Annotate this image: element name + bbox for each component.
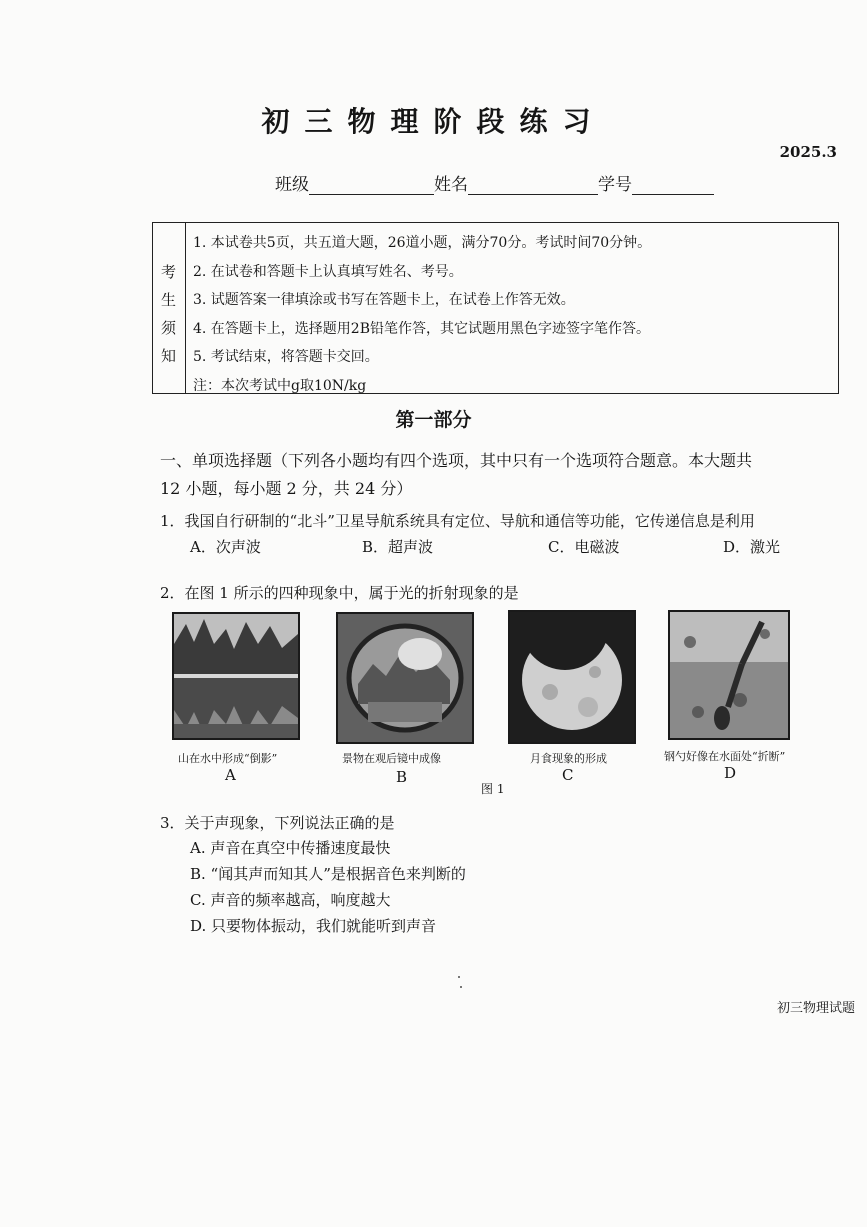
page-footer: 初三物理试题 xyxy=(776,1001,855,1016)
question-3-option-d: D. 只要物体振动，我们就能听到声音 xyxy=(190,917,437,935)
notice-side-char: 生 xyxy=(161,291,177,309)
notice-side-char: 知 xyxy=(161,347,177,365)
part-intro-line1: 一、单项选择题（下列各小题均有四个选项，其中只有一个选项符合题意。本大题共 xyxy=(160,451,753,470)
question-3-stem: 3．关于声现象，下列说法正确的是 xyxy=(160,814,395,832)
name-blank[interactable] xyxy=(468,176,598,195)
question-1-option-d: D．激光 xyxy=(723,538,781,556)
figure-d-caption: 钢勺好像在水面处“折断” xyxy=(664,750,786,763)
class-label: 班级 xyxy=(275,175,309,195)
figure-d-letter: D xyxy=(724,764,737,782)
section-title: 第一部分 xyxy=(395,409,472,431)
notice-note: 注：本次考试中g取10N/kg xyxy=(193,377,367,394)
notice-side-char: 须 xyxy=(161,319,177,337)
notice-item: 2. 在试卷和答题卡上认真填写姓名、考号。 xyxy=(193,263,463,280)
part-intro-line2: 12 小题，每小题 2 分，共 24 分） xyxy=(160,479,413,498)
exam-date: 2025.3 xyxy=(779,143,837,161)
figure-d-spoon-in-water-image xyxy=(668,610,790,740)
figure-a-letter: A xyxy=(225,766,236,784)
scan-speck xyxy=(460,986,462,988)
id-label: 学号 xyxy=(598,175,632,195)
question-2-stem: 2．在图 1 所示的四种现象中，属于光的折射现象的是 xyxy=(160,584,519,602)
notice-item: 1. 本试卷共5页，共五道大题，26道小题，满分70分。考试时间70分钟。 xyxy=(193,235,652,251)
scan-speck xyxy=(458,976,460,978)
figure-a-mountain-reflection-image xyxy=(172,612,300,740)
question-3-option-b: B. “闻其声而知其人”是根据音色来判断的 xyxy=(190,865,466,883)
figure-c-letter: C xyxy=(562,766,574,784)
figure-b-rearview-mirror-image xyxy=(336,612,474,744)
notice-items xyxy=(193,229,651,400)
figure-b-letter: B xyxy=(396,768,408,786)
question-1-stem: 1．我国自行研制的“北斗”卫星导航系统具有定位、导航和通信等功能，它传递信息是利用 xyxy=(160,512,755,530)
exam-notice-box xyxy=(152,222,839,394)
id-blank[interactable] xyxy=(632,176,714,195)
notice-item: 3. 试题答案一律填涂或书写在答题卡上，在试卷上作答无效。 xyxy=(193,292,575,308)
notice-side-char: 考 xyxy=(161,263,177,281)
student-info-line xyxy=(275,170,714,195)
figure-label: 图 1 xyxy=(481,782,505,796)
question-1-option-a: A．次声波 xyxy=(190,538,261,556)
name-label: 姓名 xyxy=(434,175,468,195)
notice-item: 5. 考试结束，将答题卡交回。 xyxy=(193,349,379,365)
figure-c-caption: 月食现象的形成 xyxy=(530,752,607,765)
page-title: 初三物理阶段练习 xyxy=(261,105,606,138)
figure-b-caption: 景物在观后镜中成像 xyxy=(342,752,441,765)
question-1-option-b: B．超声波 xyxy=(362,538,434,556)
figure-c-lunar-eclipse-image xyxy=(508,610,636,744)
notice-item: 4. 在答题卡上，选择题用2B铅笔作答，其它试题用黑色字迹签字笔作答。 xyxy=(193,320,651,337)
figure-a-caption: 山在水中形成“倒影” xyxy=(178,752,278,765)
question-1-option-c: C．电磁波 xyxy=(548,538,620,556)
question-3-option-a: A. 声音在真空中传播速度最快 xyxy=(190,839,391,857)
class-blank[interactable] xyxy=(309,176,434,195)
question-3-option-c: C. 声音的频率越高，响度越大 xyxy=(190,891,391,909)
notice-side-label xyxy=(153,223,186,393)
